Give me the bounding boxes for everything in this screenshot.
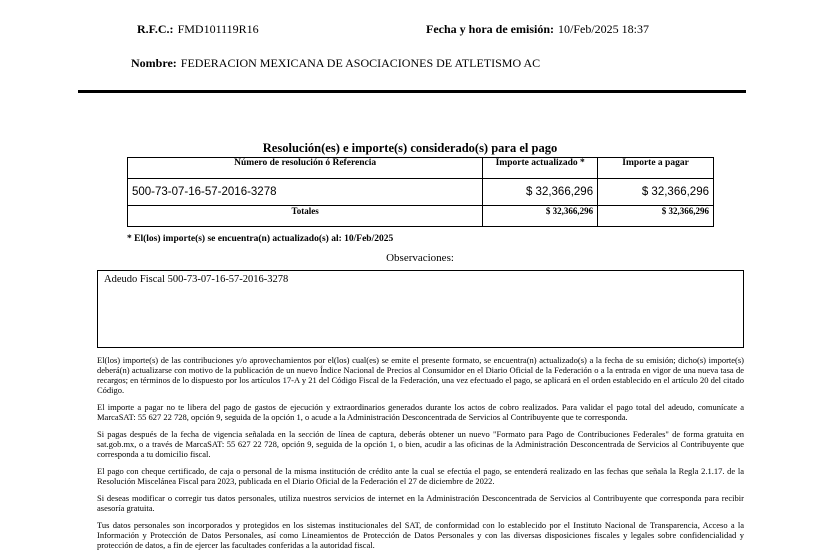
nombre-label: Nombre: (131, 56, 177, 70)
col-header-referencia: Número de resolución ó Referencia (128, 158, 483, 179)
nombre-line (131, 54, 540, 72)
nombre-value: FEDERACION MEXICANA DE ASOCIACIONES DE ATLETISMO AC (180, 56, 541, 70)
table-row (128, 179, 714, 206)
totals-pagar: $ 32,366,296 (598, 206, 714, 227)
paragraph-cheque: El pago con cheque certificado, de caja o personal de la misma institución de crédito ante la cual se efectúa el pago, se entenderá realizado en las fechas que señala la Regla 2.1.17. de la Resolución Miscelánea Fiscal para 2023, publicada en el Diario Oficial de la Federación el 27 de diciembre de 2022. (97, 466, 744, 486)
rfc-line (137, 20, 259, 38)
observaciones-box (97, 270, 744, 348)
paragraph-proteccion-datos: Tus datos personales son incorporados y protegidos en los sistemas institucionales del SAT, de conformidad con lo establecido por el Instituto Nacional de Transparencia, Acceso a la Información y Protección de Datos Personales, así como Lineamientos de Protección de Datos Personales y con las diversas disposiciones fiscales y legales sobre confidencialidad y protección de datos, a fin de ejercer las facultades conferidas a la autoridad fiscal. (97, 520, 744, 550)
col-header-importe-pagar: Importe a pagar (598, 158, 714, 179)
resolution-title: Resolución(es) e importe(s) considerado(s) para el pago (262, 141, 558, 155)
rfc-value: FMD101119R16 (177, 22, 259, 36)
col-header-importe-actualizado: Importe actualizado * (483, 158, 598, 179)
totals-actualizado: $ 32,366,296 (483, 206, 598, 227)
fecha-line (426, 20, 649, 38)
paragraph-gastos-ejecucion: El importe a pagar no te libera del pago de gastos de ejecución y extraordinarios generados durante los actos de cobro realizados. Para validar el pago total del adeudo, comunícate a MarcaSAT: 55 627 22 728, opción 9, seguida de la opción 1, o acude a la Administración Desconcentrada de Servicios al Contribuyente que te corresponda. (97, 402, 744, 422)
update-footnote: * El(los) importe(s) se encuentra(n) actualizado(s) al: 10/Feb/2025 (127, 234, 394, 244)
paragraph-actualizacion: El(los) importe(s) de las contribuciones y/o aprovechamientos por el(los) cual(es) se emite el presente formato, se encuentra(n) actualizado(s) a la fecha de su emisión; dicho(s) importe(s) deberá(n) actualizarse con motivo de la publicación de un nuevo Índice Nacional de Precios al Consumidor en el Diario Oficial de la Federación o a la entrada en vigor de una nueva tasa de recargos; en términos de lo dispuesto por los artículos 17-A y 21 del Código Fiscal de la Federación, una vez efectuado el pago, se aplicará en el orden establecido en el artículo 20 del citado Código. (97, 355, 744, 395)
paragraph-datos-personales: Si deseas modificar o corregir tus datos personales, utiliza nuestros servicios de internet en la Administración Desconcentrada de Servicios al Contribuyente que corresponda para recibir asesoría gratuita. (97, 493, 744, 513)
cell-importe-actualizado: $ 32,366,296 (483, 179, 598, 206)
paragraph-vigencia: Si pagas después de la fecha de vigencia señalada en la sección de línea de captura, deberás obtener un nuevo "Formato para Pago de Contribuciones Federales" de forma gratuita en sat.gob.mx, o a través de MarcaSAT: 55 627 22 728, opción 9, seguida de la opción 1, o bien, acudir a las oficinas de la Administración Desconcentrada de Servicios al Contribuyente que corresponda a tu domicilio fiscal. (97, 429, 744, 459)
table-header-row (128, 158, 714, 179)
totals-row (128, 206, 714, 227)
rfc-label: R.F.C.: (137, 22, 174, 36)
fecha-label: Fecha y hora de emisión: (426, 22, 554, 36)
fecha-value: 10/Feb/2025 18:37 (558, 22, 650, 36)
observaciones-title: Observaciones: (386, 252, 454, 264)
cell-referencia: 500-73-07-16-57-2016-3278 (128, 179, 483, 206)
resolution-table (127, 157, 714, 227)
observaciones-text: Adeudo Fiscal 500-73-07-16-57-2016-3278 (104, 274, 289, 285)
totals-label: Totales (128, 206, 483, 227)
cell-importe-pagar: $ 32,366,296 (598, 179, 714, 206)
legal-paragraphs (97, 355, 744, 557)
header-divider (78, 90, 746, 93)
